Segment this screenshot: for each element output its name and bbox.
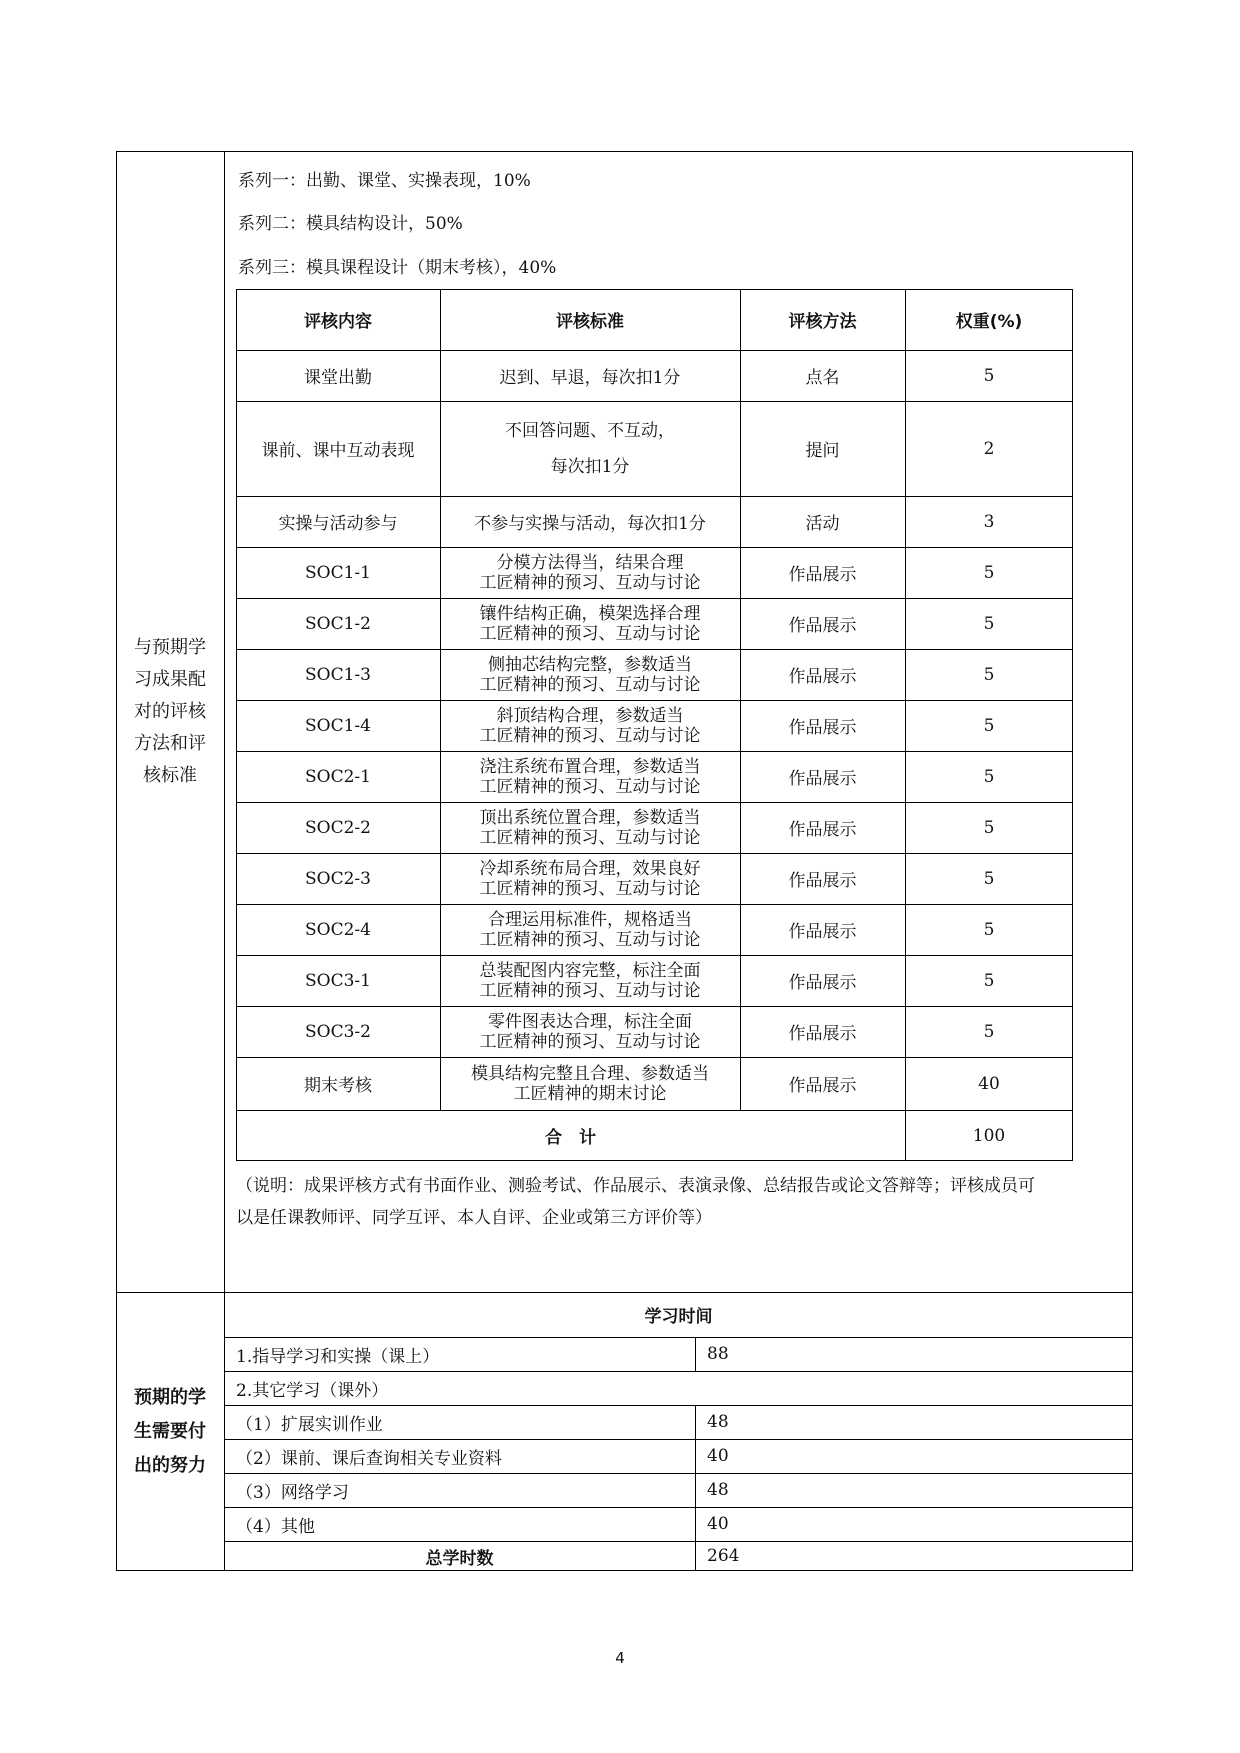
standard-line: 工匠精神的预习、互动与讨论 <box>479 623 701 644</box>
study-value: 40 <box>707 1446 729 1466</box>
row-content: SOC2-3 <box>305 868 371 889</box>
page-number: 4 <box>615 1649 625 1667</box>
row-weight: 5 <box>983 970 995 991</box>
row-content: SOC2-4 <box>305 919 371 940</box>
series-line-2: 系列二：模具结构设计，50% <box>238 214 463 234</box>
row-content: SOC1-3 <box>305 664 371 685</box>
row-content: 期末考核 <box>304 1076 372 1096</box>
total-value: 100 <box>972 1125 1006 1146</box>
standard-line: 零件图表达合理，标注全面 <box>488 1011 692 1032</box>
label-line: 方法和评 <box>134 733 206 754</box>
standard-line: 每次扣1分 <box>550 456 630 477</box>
row-weight: 5 <box>983 1021 995 1042</box>
row-standard <box>440 751 740 802</box>
row-weight: 3 <box>983 511 995 532</box>
label-line: 习成果配 <box>134 669 206 690</box>
standard-line: 工匠精神的预习、互动与讨论 <box>479 929 701 950</box>
row-standard <box>440 1057 740 1110</box>
row-method: 作品展示 <box>788 718 857 738</box>
standard-line: 合理运用标准件，规格适当 <box>488 909 692 930</box>
row-standard <box>440 598 740 649</box>
header-method: 评核方法 <box>788 312 857 332</box>
section2-label <box>116 1381 224 1483</box>
study-total-label: 总学时数 <box>425 1548 494 1569</box>
row-content: SOC1-2 <box>305 613 371 634</box>
note <box>236 1170 1126 1234</box>
row-content: 课前、课中互动表现 <box>261 441 415 461</box>
standard-line: 工匠精神的预习、互动与讨论 <box>479 980 701 1001</box>
row-method: 作品展示 <box>788 973 857 993</box>
label-line: 预期的学 <box>134 1387 206 1408</box>
row-standard <box>440 700 740 751</box>
standard-line: 不回答问题、不互动， <box>505 420 675 441</box>
row-standard <box>440 547 740 598</box>
study-label: （2）课前、课后查询相关专业资料 <box>236 1448 502 1469</box>
row-method: 作品展示 <box>788 871 857 891</box>
standard-line: 冷却系统布局合理，效果良好 <box>479 858 701 879</box>
row-method: 作品展示 <box>788 769 857 789</box>
row-method: 点名 <box>805 368 840 388</box>
header-content: 评核内容 <box>304 312 372 332</box>
row-weight: 5 <box>983 817 995 838</box>
row-weight: 5 <box>983 766 995 787</box>
standard-line: 顶出系统位置合理，参数适当 <box>479 807 701 828</box>
row-method: 作品展示 <box>788 1076 857 1096</box>
label-line: 核标准 <box>143 765 197 786</box>
standard-line: 工匠精神的预习、互动与讨论 <box>479 1031 701 1052</box>
total-label: 合 计 <box>545 1128 596 1148</box>
row-content: SOC1-1 <box>305 562 371 583</box>
study-label: （1）扩展实训作业 <box>236 1414 383 1435</box>
standard-line: 镶件结构正确，模架选择合理 <box>479 603 701 624</box>
row-method: 活动 <box>805 514 840 534</box>
label-line: 对的评核 <box>134 701 206 722</box>
series-line-3: 系列三：模具课程设计（期末考核），40% <box>238 258 557 278</box>
study-label: 1.指导学习和实操（课上） <box>236 1346 440 1367</box>
label-line: 生需要付 <box>134 1421 206 1442</box>
standard-line: 侧抽芯结构完整，参数适当 <box>488 654 692 675</box>
row-method: 作品展示 <box>788 1024 857 1044</box>
row-standard: 迟到、早退，每次扣1分 <box>499 368 681 388</box>
study-value: 48 <box>707 1480 729 1500</box>
row-method: 作品展示 <box>788 565 857 585</box>
standard-line: 工匠精神的预习、互动与讨论 <box>479 725 701 746</box>
row-method: 作品展示 <box>788 667 857 687</box>
standard-line: 工匠精神的预习、互动与讨论 <box>479 827 701 848</box>
note-line: （说明：成果评核方式有书面作业、测验考试、作品展示、表演录像、总结报告或论文答辩等；评核成员可 <box>236 1176 1035 1196</box>
row-standard <box>440 904 740 955</box>
study-value: 40 <box>707 1514 729 1534</box>
row-content: SOC2-1 <box>305 766 371 787</box>
row-standard <box>440 853 740 904</box>
row-content: 实操与活动参与 <box>278 514 398 534</box>
study-value: 88 <box>707 1344 729 1364</box>
study-value: 48 <box>707 1412 729 1432</box>
row-content: SOC3-2 <box>305 1021 371 1042</box>
row-content: 课堂出勤 <box>304 368 372 388</box>
standard-line: 斜顶结构合理，参数适当 <box>496 705 684 726</box>
note-line: 以是任课教师评、同学互评、本人自评、企业或第三方评价等） <box>236 1208 712 1228</box>
label-line: 与预期学 <box>134 637 206 658</box>
row-content: SOC1-4 <box>305 715 371 736</box>
header-weight: 权重(%) <box>955 312 1023 332</box>
label-line: 出的努力 <box>134 1455 206 1476</box>
study-title: 学习时间 <box>644 1307 713 1327</box>
row-weight: 5 <box>983 715 995 736</box>
study-total-value: 264 <box>707 1546 740 1566</box>
row-standard <box>440 955 740 1006</box>
row-method: 作品展示 <box>788 820 857 840</box>
row-weight: 5 <box>983 365 995 386</box>
row-content: SOC3-1 <box>305 970 371 991</box>
series-line-1: 系列一：出勤、课堂、实操表现，10% <box>238 171 531 191</box>
row-method: 作品展示 <box>788 922 857 942</box>
row-standard <box>440 1006 740 1057</box>
standard-line: 工匠精神的期末讨论 <box>513 1083 667 1104</box>
standard-line: 分模方法得当，结果合理 <box>496 552 684 573</box>
section1-label <box>116 632 224 792</box>
row-weight: 40 <box>978 1073 1000 1094</box>
study-label: （3）网络学习 <box>236 1482 349 1503</box>
row-standard <box>440 649 740 700</box>
study-label: （4）其他 <box>236 1516 315 1537</box>
row-method: 提问 <box>805 441 840 461</box>
row-weight: 5 <box>983 562 995 583</box>
standard-line: 浇注系统布置合理，参数适当 <box>479 756 701 777</box>
standard-line: 工匠精神的预习、互动与讨论 <box>479 776 701 797</box>
standard-line: 总装配图内容完整，标注全面 <box>479 960 701 981</box>
row-standard <box>440 802 740 853</box>
row-weight: 5 <box>983 664 995 685</box>
standard-line: 工匠精神的预习、互动与讨论 <box>479 674 701 695</box>
row-weight: 5 <box>983 868 995 889</box>
row-weight: 5 <box>983 613 995 634</box>
standard-line: 工匠精神的预习、互动与讨论 <box>479 878 701 899</box>
study-label: 2.其它学习（课外） <box>236 1380 389 1401</box>
row-content: SOC2-2 <box>305 817 371 838</box>
standard-line: 模具结构完整且合理、参数适当 <box>471 1063 709 1084</box>
row-weight: 5 <box>983 919 995 940</box>
header-standard: 评核标准 <box>556 312 624 332</box>
row-standard: 不参与实操与活动，每次扣1分 <box>474 514 706 534</box>
row-weight: 2 <box>983 438 995 459</box>
row-method: 作品展示 <box>788 616 857 636</box>
row-standard <box>440 401 740 496</box>
standard-line: 工匠精神的预习、互动与讨论 <box>479 572 701 593</box>
